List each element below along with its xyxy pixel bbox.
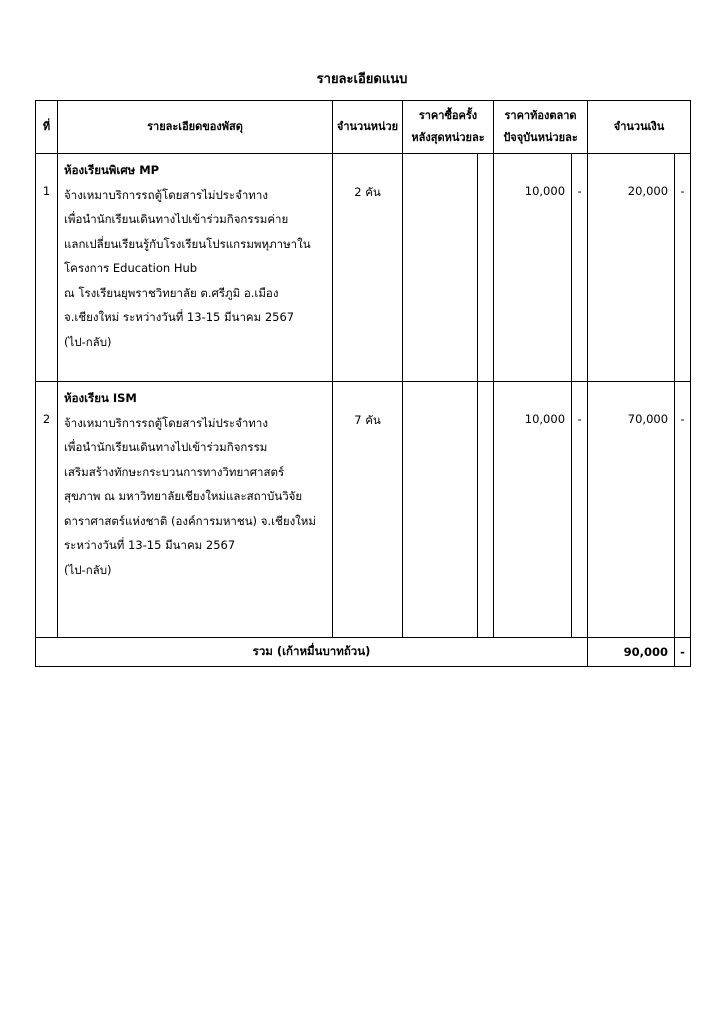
total-amount: 90,000 (588, 638, 675, 667)
detail-table (35, 100, 691, 667)
header-last-price-line2: หลังสุดหน่วยละ (411, 131, 485, 144)
header-row (36, 101, 691, 154)
item-line: (ไป-กลับ) (64, 562, 112, 577)
item-line: แลกเปลี่ยนเรียนรู้กับโรงเรียนโปรแกรมพหุภาษาใน (64, 236, 311, 251)
header-market-price-line1: ราคาท้องตลาด (504, 109, 577, 122)
header-units: จำนวนหน่วย (333, 101, 403, 154)
item-units: 7 คัน (333, 382, 403, 638)
item-amount-satang: - (675, 382, 691, 638)
table-row (36, 154, 691, 382)
item-line: เพื่อนำนักเรียนเดินทางไปเข้าร่วมกิจกรรม (64, 440, 268, 454)
item-line: (ไป-กลับ) (64, 334, 112, 349)
item-line: โครงการ Education Hub (64, 261, 198, 275)
item-line: ดาราศาสตร์แห่งชาติ (องค์การมหาชน) จ.เชียงใหม่ (64, 513, 316, 528)
item-last-price (403, 382, 478, 638)
header-last-price-line1: ราคาซื้อครั้ง (418, 109, 478, 122)
header-no: ที่ (36, 101, 58, 154)
item-market-price: 10,000 (494, 382, 572, 638)
item-line: สุขภาพ ณ มหาวิทยาลัยเชียงใหม่และสถาบันวิจัย (64, 489, 303, 503)
item-room: ห้องเรียนพิเศษ MP (64, 163, 160, 177)
item-line: ณ โรงเรียนยุพราชวิทยาลัย ต.ศรีภูมิ อ.เมือง (64, 285, 279, 300)
total-label: รวม (เก้าหมื่นบาทถ้วน) (36, 638, 588, 667)
item-last-price (403, 154, 478, 382)
item-description (58, 382, 333, 638)
item-room: ห้องเรียน ISM (64, 391, 137, 405)
header-amount: จำนวนเงิน (588, 101, 691, 154)
item-market-satang: - (572, 382, 588, 638)
table-row (36, 382, 691, 638)
header-market-price-line2: ปัจจุบันหน่วยละ (503, 131, 578, 144)
item-line: เพื่อนำนักเรียนเดินทางไปเข้าร่วมกิจกรรมค่าย (64, 212, 289, 226)
item-line: จ้างเหมาบริการรถตู้โดยสารไม่ประจำทาง (64, 187, 268, 202)
item-market-satang: - (572, 154, 588, 382)
item-last-price-satang (478, 154, 494, 382)
item-units: 2 คัน (333, 154, 403, 382)
total-row (36, 638, 691, 667)
item-line: จ้างเหมาบริการรถตู้โดยสารไม่ประจำทาง (64, 415, 268, 430)
item-line: ระหว่างวันที่ 13-15 มีนาคม 2567 (64, 538, 236, 552)
item-amount-satang: - (675, 154, 691, 382)
item-description (58, 154, 333, 382)
item-last-price-satang (478, 382, 494, 638)
item-amount: 70,000 (588, 382, 675, 638)
header-last-price (403, 101, 494, 154)
item-line: จ.เชียงใหม่ ระหว่างวันที่ 13-15 มีนาคม 2567 (64, 310, 295, 324)
item-market-price: 10,000 (494, 154, 572, 382)
item-no: 2 (36, 382, 58, 638)
item-no: 1 (36, 154, 58, 382)
header-description: รายละเอียดของพัสดุ (58, 101, 333, 154)
total-satang: - (675, 638, 691, 667)
item-line: เสริมสร้างทักษะกระบวนการทางวิทยาศาสตร์ (64, 464, 285, 479)
item-amount: 20,000 (588, 154, 675, 382)
page-title: รายละเอียดแนบ (316, 72, 408, 87)
header-market-price (494, 101, 588, 154)
